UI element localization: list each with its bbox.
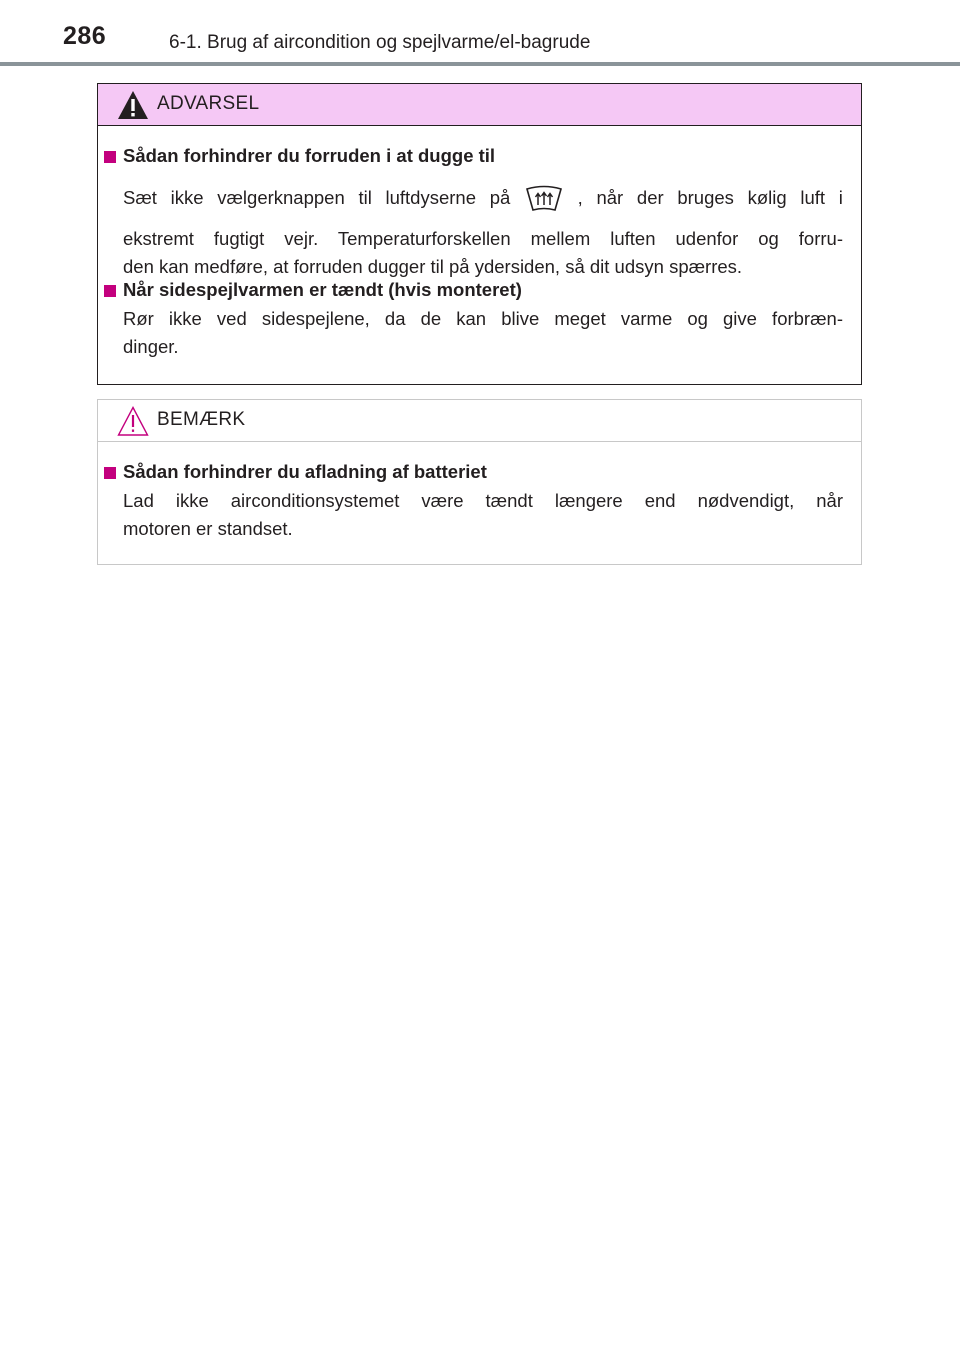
windshield-defroster-icon — [524, 183, 564, 213]
word: luftdyserne — [385, 187, 476, 208]
word: ikke — [170, 187, 204, 208]
item-title: Sådan forhindrer du forruden i at dugge til — [123, 145, 496, 166]
header-divider — [0, 62, 960, 66]
word: Sæt — [123, 187, 157, 208]
word: der — [636, 187, 664, 208]
word: luft — [800, 187, 826, 208]
bullet-square-icon — [104, 151, 116, 163]
word: bruges — [677, 187, 734, 208]
paragraph-line — [123, 183, 843, 213]
page-number: 286 — [63, 22, 107, 50]
item-title: Sådan forhindrer du afladning af batteriet — [123, 461, 487, 482]
word: i — [838, 187, 843, 208]
warning-box — [97, 83, 862, 385]
word: kølig — [747, 187, 787, 208]
paragraph-line: Rør ikke ved sidespejlene, da de kan blive meget varme og give forbræn- — [123, 308, 843, 329]
paragraph-line: dinger. — [123, 336, 179, 357]
page-header — [0, 0, 960, 70]
word: til — [358, 187, 372, 208]
paragraph-line: den kan medføre, at forruden dugger til på ydersiden, så dit udsyn spærres. — [123, 256, 743, 277]
paragraph-line: motoren er standset. — [123, 518, 293, 539]
word: når — [596, 187, 624, 208]
warning-triangle-icon — [116, 89, 150, 121]
notice-label: BEMÆRK — [157, 409, 246, 430]
item-title: Når sidespejlvarmen er tændt (hvis monteret) — [123, 279, 522, 300]
bullet-square-icon — [104, 285, 116, 297]
word: , — [577, 187, 583, 208]
paragraph-line: Lad ikke airconditionsystemet være tændt længere end nødvendigt, når — [123, 490, 843, 511]
warning-header — [98, 84, 861, 126]
caution-triangle-outline-icon — [116, 405, 150, 437]
section-title: 6-1. Brug af aircondition og spejlvarme/el-bagrude — [169, 32, 591, 53]
paragraph-line: ekstremt fugtigt vejr. Temperaturforskellen mellem luften udenfor og forru- — [123, 228, 843, 249]
notice-header — [98, 400, 861, 442]
word: på — [489, 187, 511, 208]
bullet-square-icon — [104, 467, 116, 479]
warning-label: ADVARSEL — [157, 93, 260, 114]
notice-box — [97, 399, 862, 565]
word: vælgerknappen — [217, 187, 345, 208]
